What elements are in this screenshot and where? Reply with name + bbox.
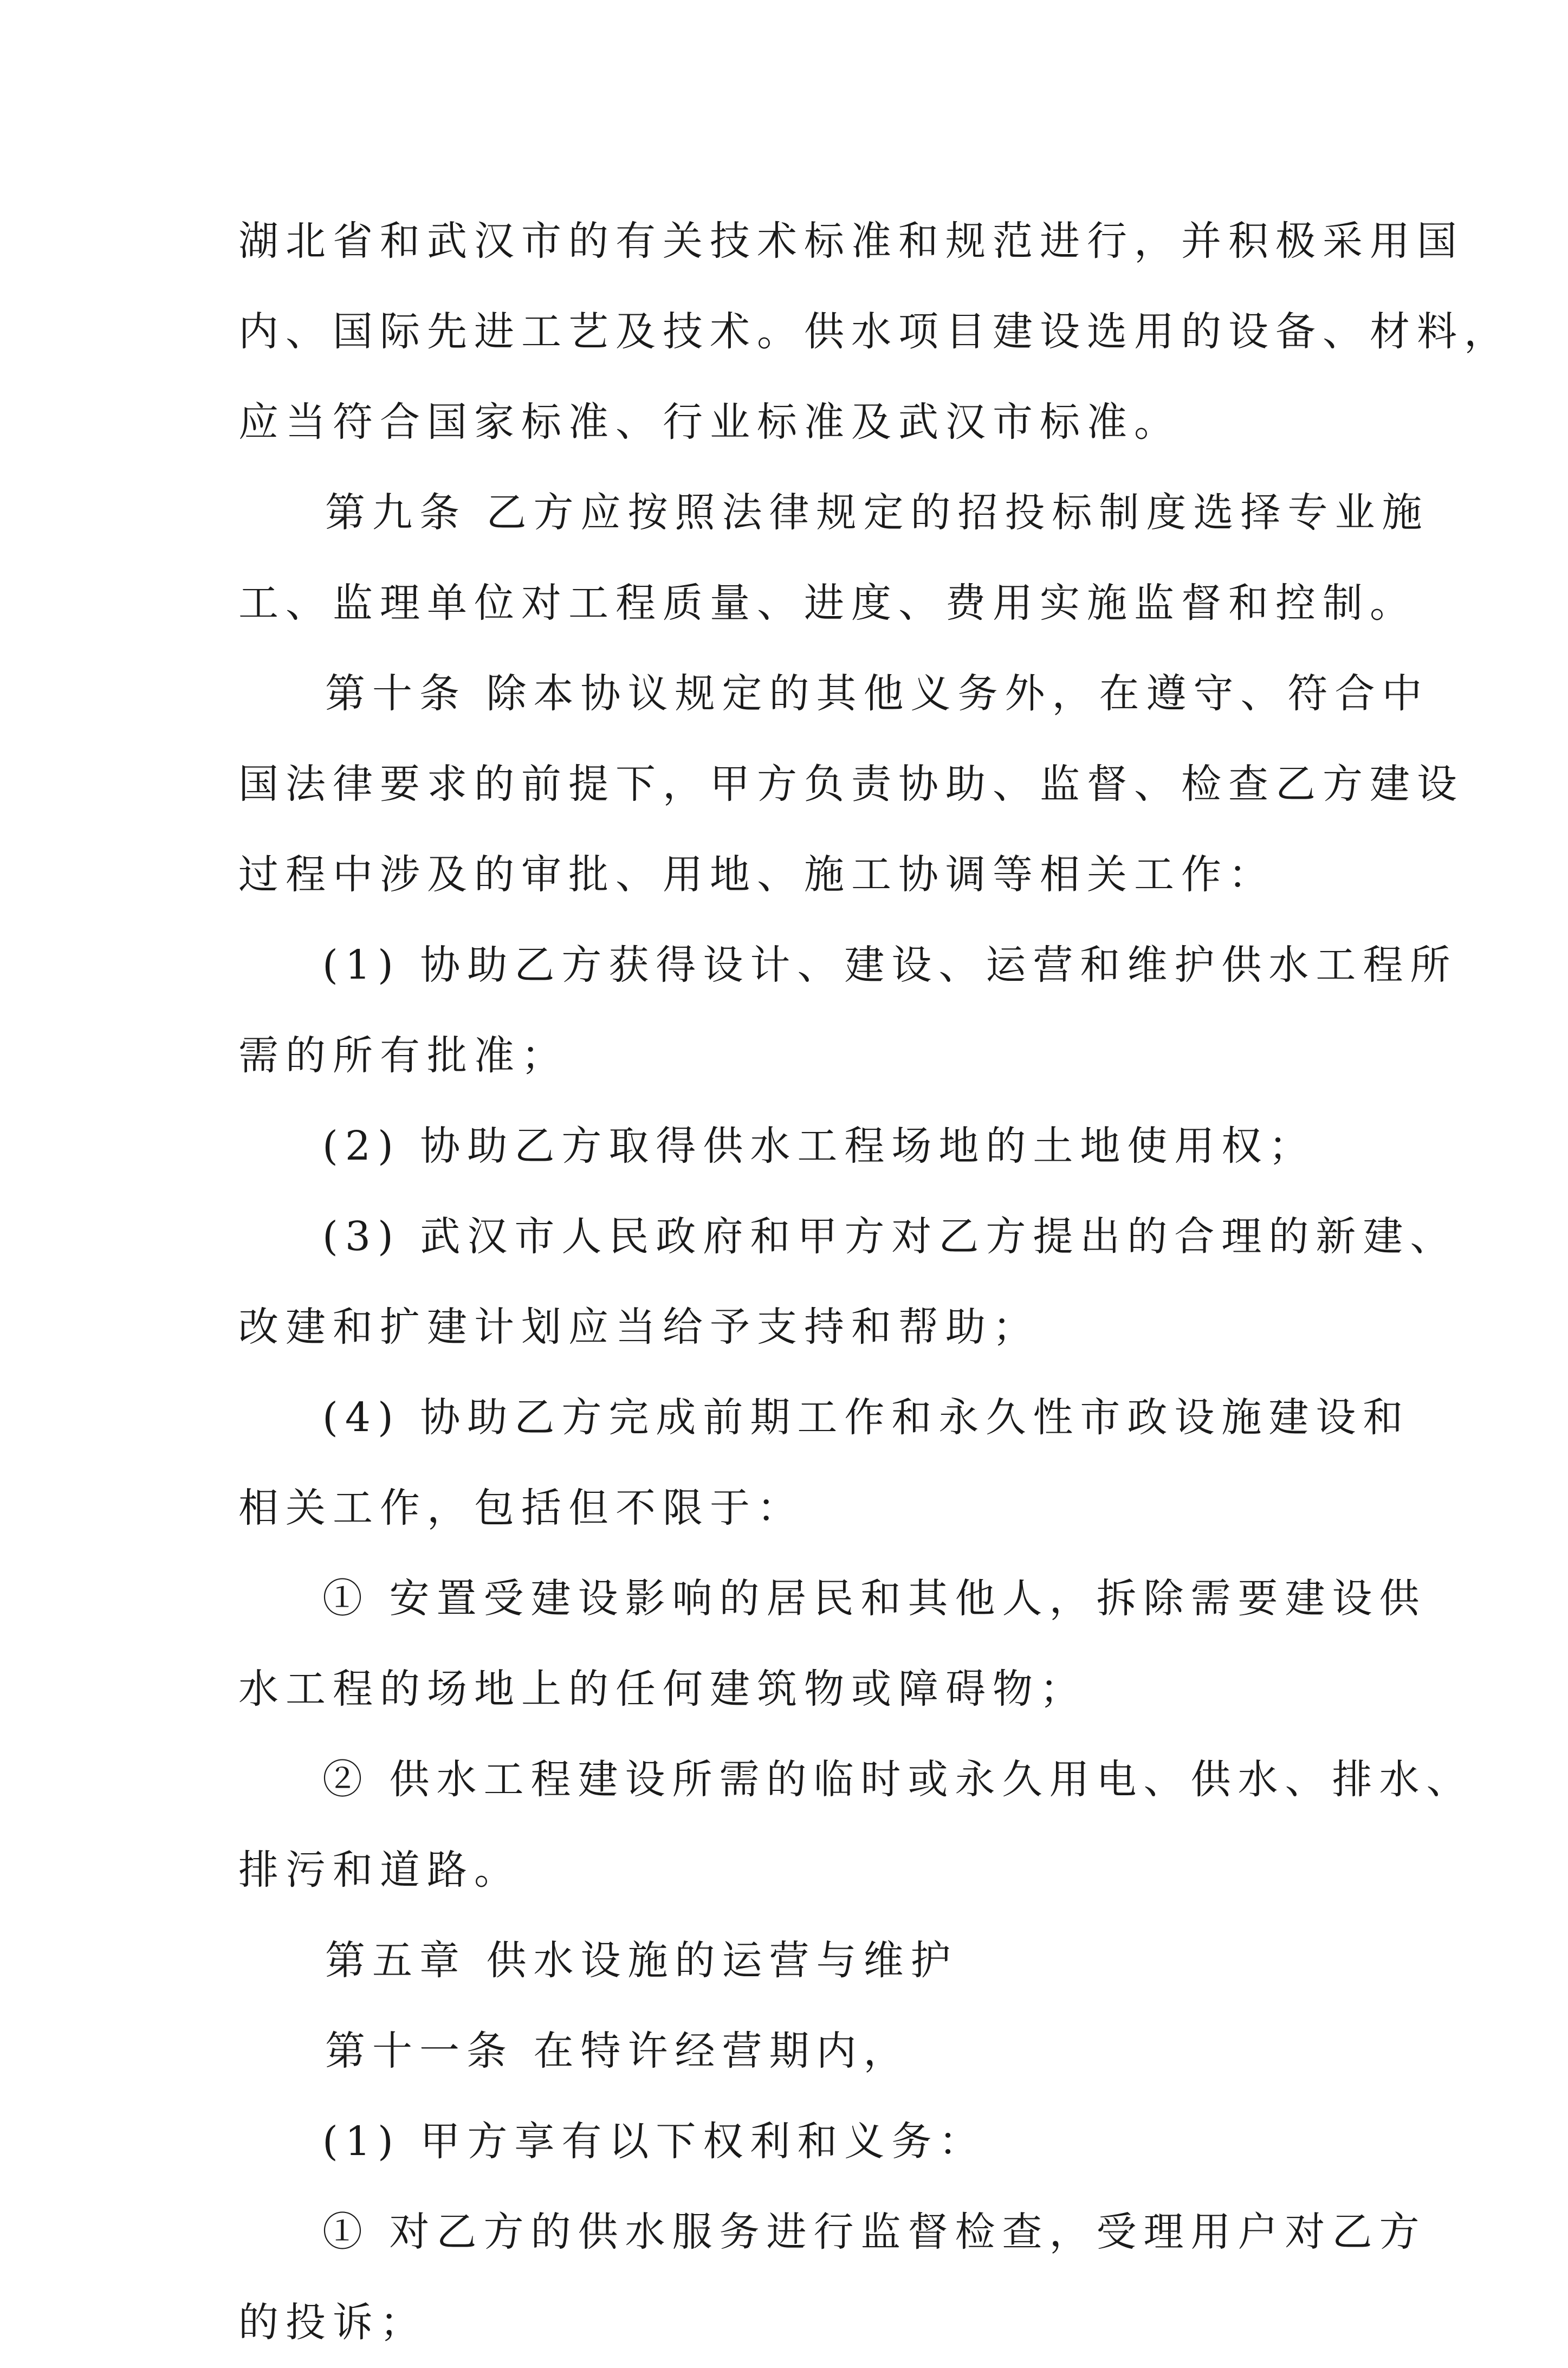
paragraph-line: 改建和扩建计划应当给予支持和帮助； [238, 1304, 1040, 1350]
paragraph-line: 水工程的场地上的任何建筑物或障碍物； [238, 1666, 1087, 1712]
list-item-4: (4) 协助乙方完成前期工作和永久性市政设施建设和 [322, 1394, 1410, 1441]
document-body [238, 196, 1511, 2368]
chapter-5-heading: 第五章 供水设施的运营与维护 [325, 1937, 958, 1984]
paragraph-line: 的投诉； [238, 2299, 427, 2346]
article-9-heading-line: 第九条 乙方应按照法律规定的招投标制度选择专业施 [325, 489, 1429, 536]
paragraph-line: 排污和道路。 [238, 1847, 521, 1893]
sub-item-circled-1: ① 安置受建设影响的居民和其他人，拆除需要建设供 [322, 1575, 1427, 1622]
article-11-heading-line: 第十一条 在特许经营期内， [325, 2028, 911, 2074]
sub-item-circled-2: ② 供水工程建设所需的临时或永久用电、供水、排水、 [322, 1756, 1474, 1803]
paragraph-line: 内、国际先进工艺及技术。供水项目建设选用的设备、材料， [238, 308, 1511, 355]
list-item-1: (1) 协助乙方获得设计、建设、运营和维护供水工程所 [322, 942, 1457, 988]
paragraph-line: 需的所有批准； [238, 1032, 568, 1079]
paragraph-line: 湖北省和武汉市的有关技术标准和规范进行，并积极采用国 [238, 218, 1464, 264]
list-item-3: (3) 武汉市人民政府和甲方对乙方提出的合理的新建、 [322, 1213, 1457, 1260]
paragraph-line: 工、监理单位对工程质量、进度、费用实施监督和控制。 [238, 580, 1417, 626]
article-10-heading-line: 第十条 除本协议规定的其他义务外，在遵守、符合中 [325, 670, 1429, 717]
paragraph-line: 国法律要求的前提下，甲方负责协助、监督、检查乙方建设 [238, 761, 1464, 807]
list-item-1: (1) 甲方享有以下权利和义务： [322, 2118, 986, 2165]
paragraph-line: 应当符合国家标准、行业标准及武汉市标准。 [238, 399, 1181, 445]
paragraph-line: 相关工作，包括但不限于： [238, 1485, 804, 1531]
sub-item-circled-1: ① 对乙方的供水服务进行监督检查，受理用户对乙方 [322, 2209, 1427, 2255]
list-item-2: (2) 协助乙方取得供水工程场地的土地使用权； [322, 1123, 1316, 1169]
paragraph-line: 过程中涉及的审批、用地、施工协调等相关工作： [238, 851, 1275, 898]
